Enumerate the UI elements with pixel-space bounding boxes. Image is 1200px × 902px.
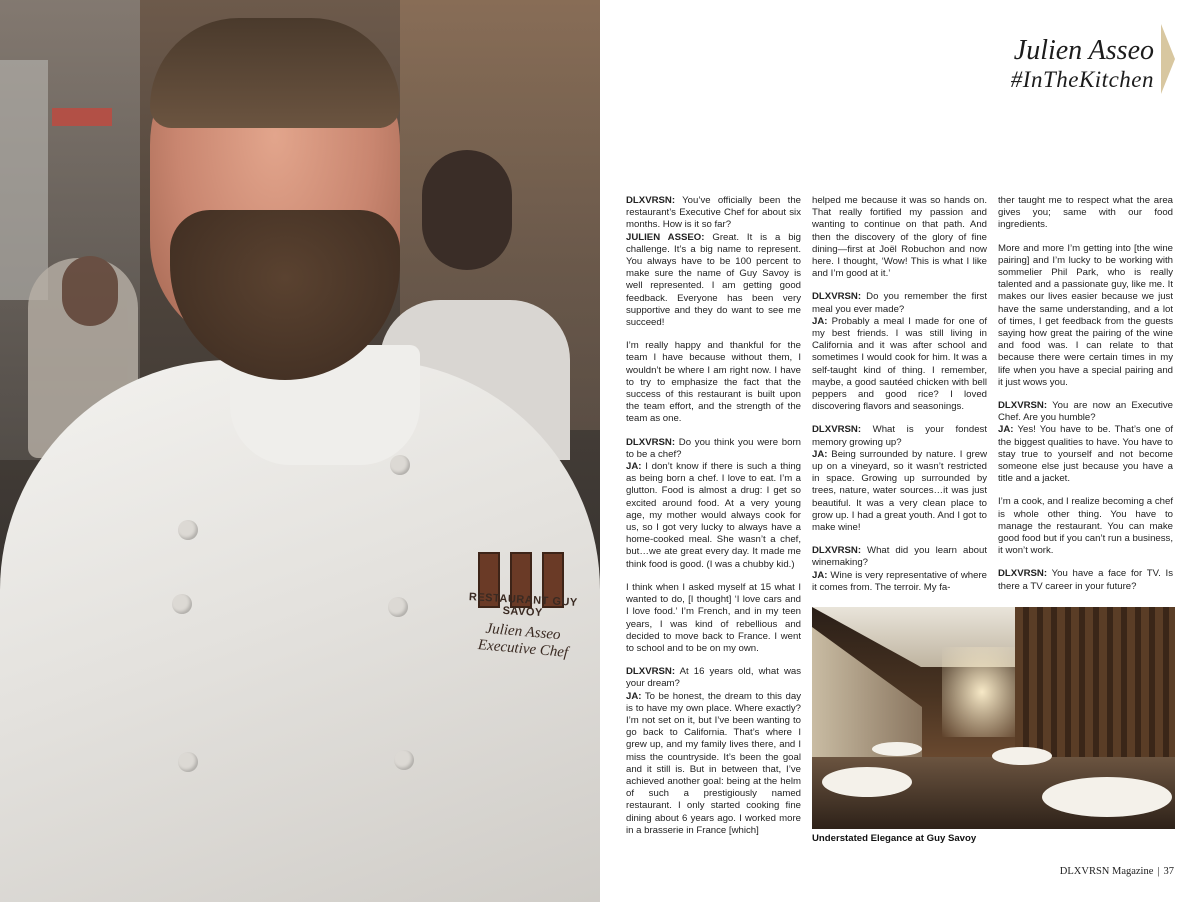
chef-hair bbox=[150, 18, 400, 128]
speaker-label: JA: bbox=[812, 448, 828, 460]
paragraph-text: ther taught me to respect what the area gives you; same with our food ingredients. bbox=[998, 195, 1173, 231]
section-tag: #InTheKitchen bbox=[1010, 66, 1154, 92]
kitchen-window bbox=[0, 60, 48, 300]
text-column-1 bbox=[626, 195, 801, 848]
paragraph bbox=[812, 424, 987, 448]
paragraph bbox=[626, 232, 801, 330]
speaker-label: JA: bbox=[626, 690, 642, 702]
paragraph-text: I think when I asked myself at 15 what I wanted to do, [I thought] ‘I love cars and I love food.’ I’m French, and in my teen years, I was kind of rebellious and decided to move back to France. I went to school and to be on my own. bbox=[626, 581, 801, 654]
paragraph-text: Do you remember the first meal you ever made? bbox=[812, 291, 987, 315]
magazine-name: DLXVRSN Magazine bbox=[1059, 866, 1154, 877]
paragraph bbox=[626, 195, 801, 232]
paragraph bbox=[626, 461, 801, 571]
paragraph bbox=[998, 400, 1173, 424]
speaker-label: DLXVRSN: bbox=[626, 666, 676, 678]
speaker-label: JA: bbox=[626, 461, 642, 473]
text-block bbox=[998, 195, 1173, 232]
speaker-label: DLXVRSN: bbox=[626, 195, 676, 206]
jacket-button bbox=[388, 597, 408, 617]
page-number: 37 bbox=[1163, 866, 1174, 877]
embroidery-name: Julien Asseo bbox=[484, 620, 562, 644]
paragraph-text: I’m a cook, and I realize becoming a chef is whole other thing. You have to manage the restaurant. You can make good food but if you can’t run a business, it won’t work. bbox=[998, 496, 1173, 557]
text-block bbox=[812, 545, 987, 594]
text-block bbox=[998, 496, 1173, 557]
jacket-button bbox=[394, 750, 414, 770]
text-block bbox=[626, 340, 801, 425]
paragraph bbox=[998, 195, 1173, 232]
paragraph-text: What did you learn about winemaking? bbox=[812, 545, 987, 569]
paragraph bbox=[812, 570, 987, 594]
speaker-label: JA: bbox=[998, 424, 1014, 436]
gold-triangle-ornament bbox=[1161, 24, 1175, 94]
paragraph-text: What is your fondest memory growing up? bbox=[812, 424, 987, 448]
embroidery-restaurant: RESTAURANT GUY SAVOY bbox=[468, 591, 578, 620]
text-block bbox=[998, 243, 1173, 389]
paragraph bbox=[626, 582, 801, 655]
paragraph-text: helped me because it was so hands on. That really fortified my passion and wanting to continue on that path. And then the discovery of the glory of fine dining—first at Joël Robuchon and now here. I thought, ‘Wow! This is what I like and I’m good at it.’ bbox=[812, 195, 987, 280]
speaker-label: JA: bbox=[812, 315, 828, 327]
paragraph-text: You have a face for TV. Is there a TV career in your future? bbox=[998, 568, 1173, 592]
paragraph bbox=[626, 691, 801, 837]
text-block bbox=[626, 666, 801, 837]
paragraph-text: At 16 years old, what was your dream? bbox=[626, 666, 801, 690]
text-block bbox=[626, 437, 801, 571]
paragraph bbox=[626, 437, 801, 461]
speaker-label: JULIEN ASSEO: bbox=[626, 231, 705, 243]
paragraph-text: Yes! You have to be. That’s one of the biggest qualities to have. You have to stay true to yourself and not become someone else just because you have a title and a jacket. bbox=[998, 424, 1173, 485]
paragraph-text: Do you think you were born to be a chef? bbox=[626, 436, 801, 460]
paragraph-text: Being surrounded by nature. I grew up on a vineyard, so it wasn’t restricted in space. Growing up surrounded by trees, nature, water sources…it was just beautiful. It was a very clean place to grow up. I had a great youth. And I got to make wine! bbox=[812, 448, 987, 534]
paragraph-text: You are now an Executive Chef. Are you humble? bbox=[998, 400, 1173, 424]
speaker-label: DLXVRSN: bbox=[626, 436, 676, 448]
speaker-label: JA: bbox=[812, 569, 828, 581]
footer-separator: | bbox=[1157, 866, 1160, 877]
embroidery-title: Executive Chef bbox=[477, 637, 569, 661]
speaker-label: DLXVRSN: bbox=[812, 424, 862, 436]
text-block bbox=[998, 400, 1173, 485]
speaker-label: DLXVRSN: bbox=[998, 400, 1048, 412]
article-title bbox=[1011, 36, 1154, 92]
paragraph-text: More and more I’m getting into [the wine pairing] and I’m lucky to be working with sommelier Phil Park, who is really talented and a passionate guy, like me. It makes our lives easier because we just have the same understanding, and a lot of times, I get feedback from the guests saying how great the pairing of the wine and food was. I can relate to that because there were certain times in my life when you have a special pairing and it just wows you. bbox=[998, 242, 1173, 388]
paragraph bbox=[998, 496, 1173, 557]
speaker-label: DLXVRSN: bbox=[998, 568, 1048, 580]
paragraph-text: I don’t know if there is such a thing as being born a chef. I love to eat. I’m a glutton. Food is almost a drug: I get so excited around food. At a very young age, my mother would always cook for us, so I got very lucky to always have a home-cooked meal. She wasn’t a chef, but…we ate great every day. It made me think food is good. (I was a chubby kid.) bbox=[626, 461, 801, 570]
speaker-label: DLXVRSN: bbox=[812, 291, 862, 303]
text-block bbox=[812, 424, 987, 534]
paragraph bbox=[812, 316, 987, 414]
jacket-button bbox=[172, 594, 192, 614]
text-block bbox=[626, 195, 801, 329]
paragraph-text: Great. It is a big challenge. It’s a big name to represent. You always have to be 100 percent to make sure the name of Guy Savoy is well represented. I am getting good feedback. Everyone has been very supportive and they do want to see me succeed! bbox=[626, 231, 801, 329]
restaurant-interior-photo bbox=[812, 607, 1175, 829]
jacket-button bbox=[390, 455, 410, 475]
jacket-button bbox=[178, 752, 198, 772]
paragraph-text: Probably a meal I made for one of my best friends. I was still living in California and it was after school and sometimes I would cook for him. It was a self-taught kind of thing. I remember, maybe, a good sautéed chicken with bell peppers and good rice? I loved discovering flavors and seasonings. bbox=[812, 315, 987, 413]
paragraph bbox=[626, 666, 801, 690]
paragraph bbox=[812, 449, 987, 534]
chef-name-heading: Julien Asseo bbox=[1013, 35, 1154, 66]
jacket-button bbox=[178, 520, 198, 540]
text-block bbox=[812, 291, 987, 413]
paragraph bbox=[998, 243, 1173, 389]
text-block bbox=[998, 568, 1173, 592]
text-column-3 bbox=[998, 195, 1173, 604]
text-block bbox=[812, 195, 987, 280]
red-sign bbox=[52, 108, 112, 126]
jacket-embroidery bbox=[448, 591, 598, 661]
paragraph bbox=[812, 545, 987, 569]
paragraph-text: You’ve officially been the restaurant’s Executive Chef for about six months. How is it so far? bbox=[626, 195, 801, 231]
text-block bbox=[626, 582, 801, 655]
paragraph-text: To be honest, the dream to this day is to have my own place. Where exactly? I’m not set on it, but I’ve been wanting to go back to California. That’s where I grew up, and my family lives there, and I miss the countryside. It’s been the goal and it still is. But in between that, I’ve achieved another goal: being at the helm of such a prestigiously named restaurant. I only started cooking fine dining about 6 years ago. I worked more in a brasserie in France [which] bbox=[626, 690, 801, 836]
paragraph bbox=[812, 291, 987, 315]
article-page bbox=[600, 0, 1200, 902]
paragraph bbox=[998, 568, 1173, 592]
paragraph bbox=[998, 424, 1173, 485]
paragraph-text: Wine is very representative of where it comes from. The terroir. My fa- bbox=[812, 569, 987, 593]
paragraph-text: I’m really happy and thankful for the team I have because without them, I wouldn’t be where I am right now. I have to try to emphasize the fact that the success of this restaurant is built upon the team effort, and the strength of the team as one. bbox=[626, 340, 801, 425]
paragraph bbox=[626, 340, 801, 425]
page-footer bbox=[1060, 866, 1174, 877]
photo-caption: Understated Elegance at Guy Savoy bbox=[812, 833, 977, 844]
speaker-label: DLXVRSN: bbox=[812, 545, 862, 557]
paragraph bbox=[812, 195, 987, 280]
text-column-2 bbox=[812, 195, 987, 605]
